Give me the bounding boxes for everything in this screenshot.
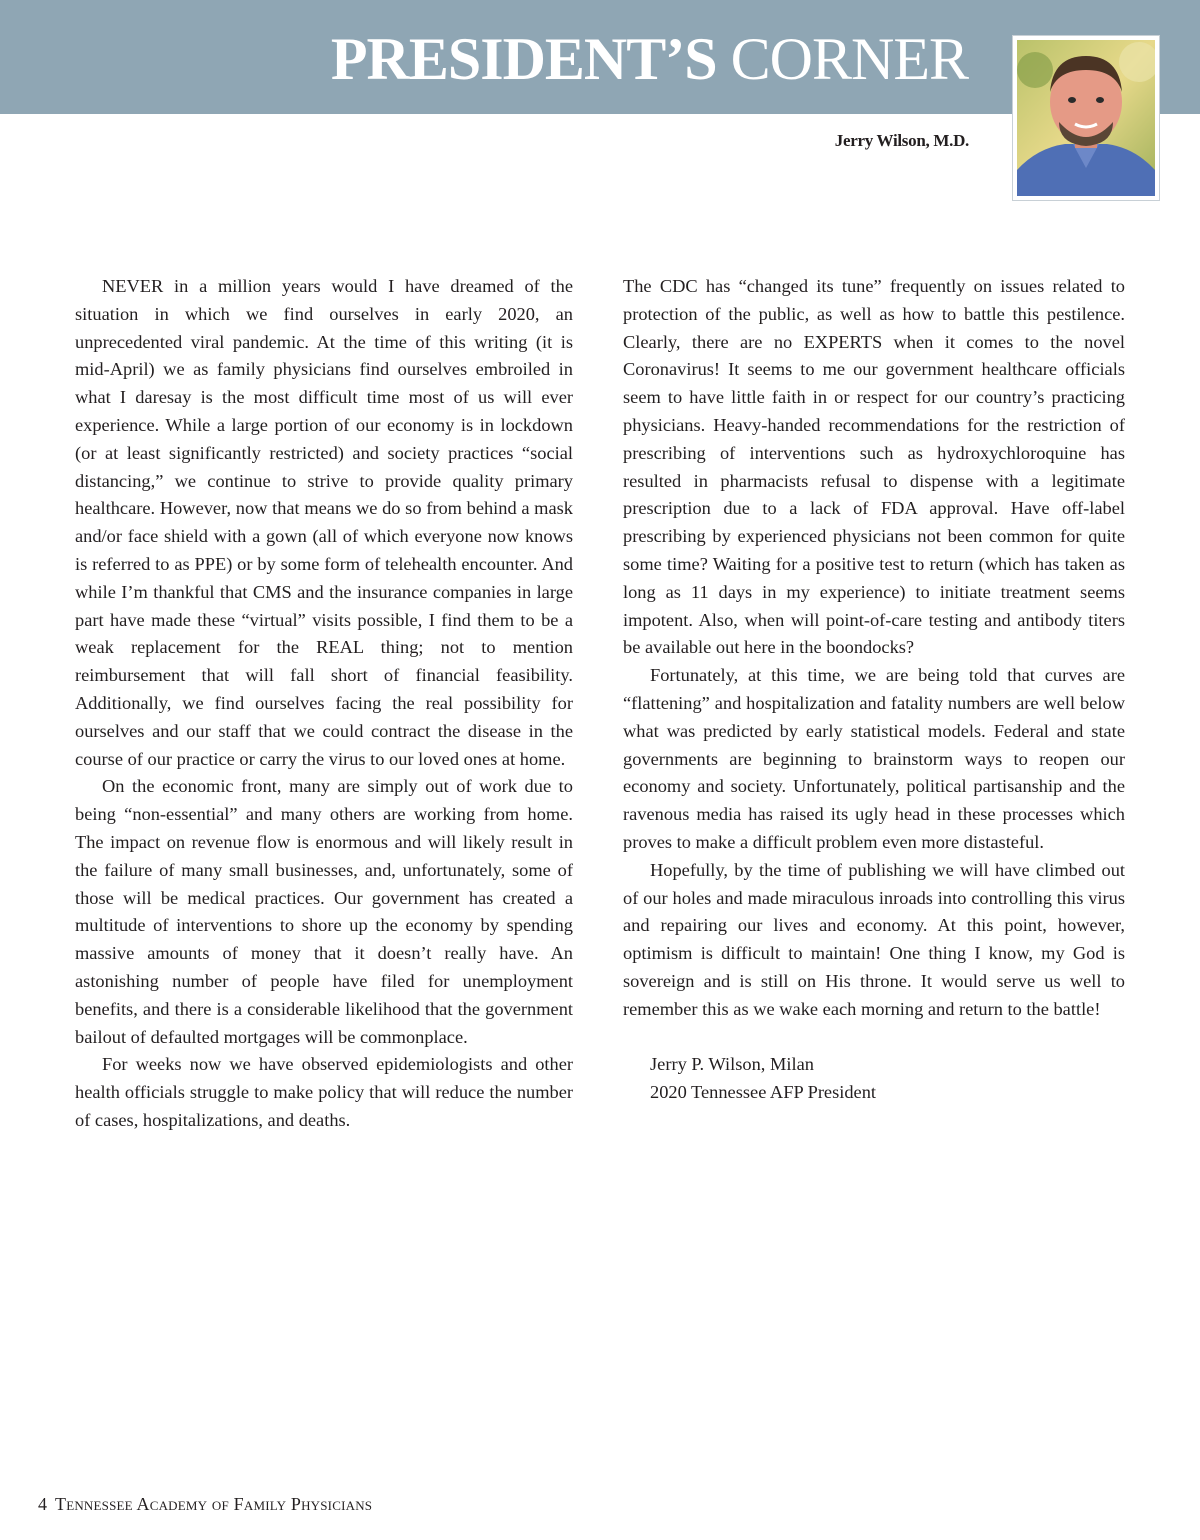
publication-name: Tennessee Academy of Family Physicians (55, 1494, 373, 1514)
paragraph: Fortunately, at this time, we are being told that curves are “flattening” and hospitalization and fatality numbers are well below what was predicted by early statistical models. Federal and state governments are beginning to brainstorm ways to reopen our economy and society. Unfortunately, political partisanship and the ravenous media has raised its ugly head in these processes which proves to make a difficult problem even more distasteful. (623, 665, 1125, 852)
paragraph: Hopefully, by the time of publishing we will have climbed out of our holes and made miraculous inroads into controlling this virus and repairing our lives and economy. At this point, however, optimism is difficult to maintain! One thing I know, my God is sovereign and is still on His throne. It would serve us well to remember this as we wake each morning and return to the battle! (623, 859, 1125, 1019)
signature-name: Jerry P. Wilson, Milan (650, 1054, 814, 1075)
article-right-column (623, 273, 1125, 1107)
paragraph: NEVER in a million years would I have dreamed of the situation in which we find ourselves in early 2020, an unprecedented viral pandemic. At the time of this writing (it is mid-April) we as family physicians find ourselves embroiled in what I daresay is the most difficult time most of us will ever experience. While a large portion of our economy is in lockdown (or at least significantly restricted) and society practices “social distancing,” we continue to strive to provide quality primary healthcare. However, now that means we do so from behind a mask and/or face shield with a gown (all of which everyone now knows is referred to as PPE) or by some form of telehealth encounter. And while I’m thankful that CMS and the insurance companies in large part have made these “virtual” visits possible, I find them to be a weak replacement for the REAL thing; not to mention reimbursement that will fall short of financial feasibility. Additionally, we find ourselves facing the real possibility for ourselves and our staff that we could contract the disease in the course of our practice or carry the virus to our loved ones at home. (75, 276, 573, 769)
article-left-column (75, 273, 573, 1135)
signature (623, 1051, 1125, 1107)
signature-title: 2020 Tennessee AFP President (650, 1082, 877, 1103)
title-bold-part: PRESIDENT’S (330, 26, 717, 92)
paragraph: For weeks now we have observed epidemiologists and other health officials struggle to make policy that will reduce the number of cases, hospitalizations, and deaths. (75, 1054, 573, 1130)
paragraph: The CDC has “changed its tune” frequently on issues related to protection of the public, as well as how to battle this pestilence. Clearly, there are no EXPERTS when it comes to the novel Coronavirus! It seems to me our government healthcare officials seem to have little faith in or respect for our country’s practicing physicians. Heavy-handed recommendations for the restriction of prescribing of interventions such as hydroxychloroquine has resulted in pharmacists refusal to dispense with a legitimate prescription due to a lack of FDA approval. Have off-label prescribing by experienced physicians not been common for quite some time? Waiting for a positive test to return (which has taken as long as 11 days in my experience) to initiate treatment seems impotent. Also, when will point-of-care testing and antibody titers be available out here in the boondocks? (623, 276, 1125, 658)
author-portrait-photo-icon (1017, 40, 1155, 196)
page-title (331, 24, 968, 94)
author-photo (1013, 36, 1159, 200)
page-footer (38, 1492, 372, 1516)
paragraph: On the economic front, many are simply out of work due to being “non-essential” and many others are working from home. The impact on revenue flow is enormous and will likely result in the failure of many small businesses, and, unfortunately, some of those will be medical practices. Our government has created a multitude of interventions to shore up the economy by spending massive amounts of money that it doesn’t really have. An astonishing number of people have filed for unemployment benefits, and there is a considerable likelihood that the government bailout of defaulted mortgages will be commonplace. (75, 776, 573, 1047)
page-number: 4 (38, 1494, 47, 1514)
title-regular-part: CORNER (730, 26, 968, 92)
author-byline: Jerry Wilson, M.D. (834, 131, 969, 150)
